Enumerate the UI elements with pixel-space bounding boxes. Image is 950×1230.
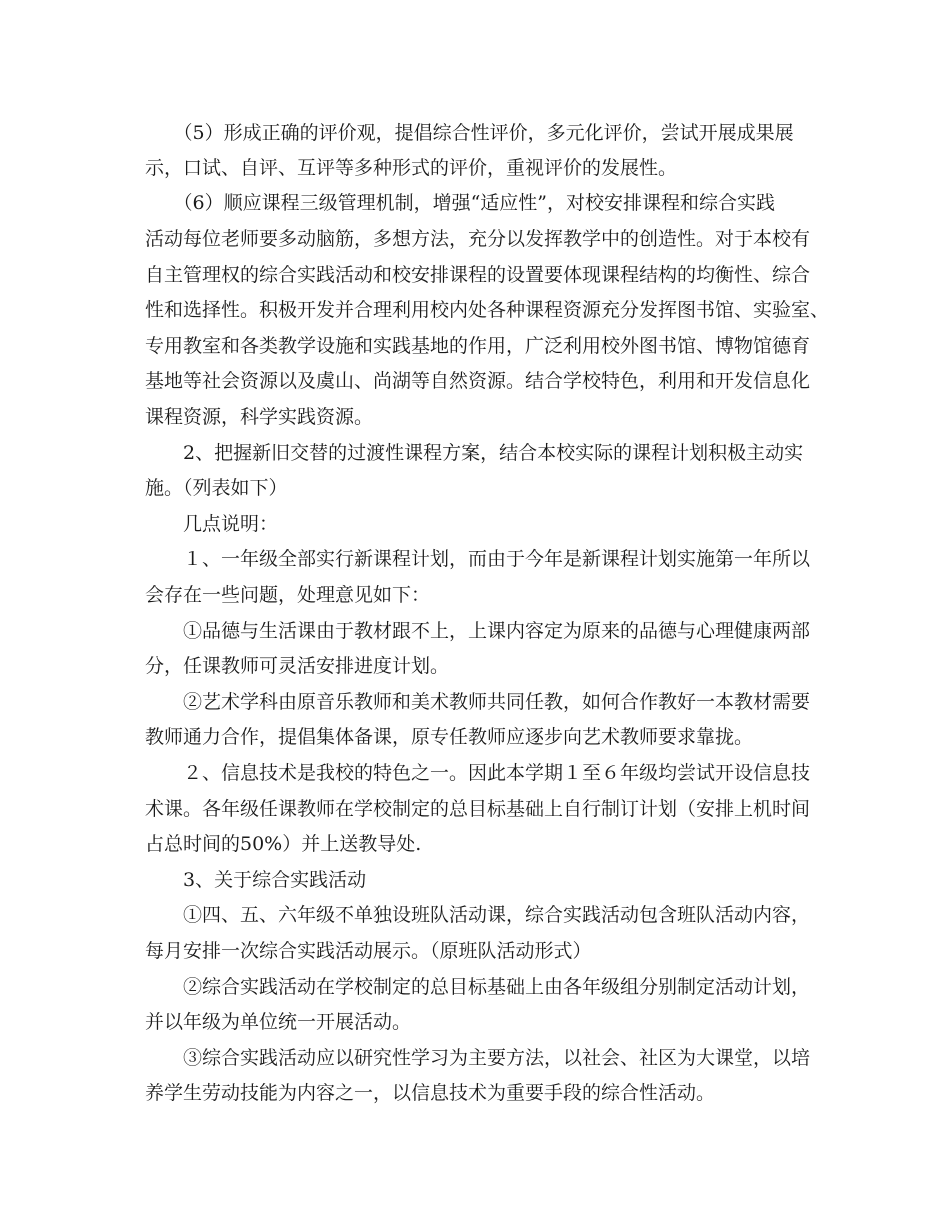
text-line: ①品德与生活课由于教材跟不上，上课内容定为原来的品德与心理健康两部 [145, 620, 811, 642]
text-line: 2、把握新旧交替的过渡性课程方案，结合本校实际的课程计划积极主动实 [145, 442, 804, 464]
text-line: ③综合实践活动应以研究性学习为主要方法，以社会、社区为大课堂，以培 [145, 1047, 811, 1069]
text-line: 占总时间的50%）并上送教导处. [145, 833, 422, 855]
text-line: 几点说明： [145, 513, 279, 535]
text-line: ２、信息技术是我校的特色之一。因此本学期１至６年级均尝试开设信息技 [145, 762, 811, 784]
text-line: 术课。各年级任课教师在学校制定的总目标基础上自行制订计划（安排上机时间 [145, 798, 811, 820]
text-line: 3、关于综合实践活动 [145, 869, 367, 891]
text-line: 会存在一些问题，处理意见如下： [145, 584, 431, 606]
text-line: 每月安排一次综合实践活动展示。（原班队活动形式） [145, 940, 592, 962]
text-line: ②综合实践活动在学校制定的总目标基础上由各年级组分别制定活动计划， [145, 976, 811, 998]
text-line: 课程资源，科学实践资源。 [145, 406, 374, 428]
text-line: 施。（列表如下） [145, 477, 288, 499]
text-line: 自主管理权的综合实践活动和校安排课程的设置要体现课程结构的均衡性、综合 [145, 264, 811, 286]
text-line: 基地等社会资源以及虞山、尚湖等自然资源。结合学校特色，利用和开发信息化 [145, 370, 811, 392]
text-line: １、一年级全部实行新课程计划，而由于今年是新课程计划实施第一年所以 [145, 548, 811, 570]
text-line: 性和选择性。积极开发并合理利用校内处各种课程资源充分发挥图书馆、实验室、 [145, 299, 830, 321]
text-line: 教师通力合作，提倡集体备课，原专任教师应逐步向艺术教师要求靠拢。 [145, 726, 754, 748]
text-line: （5）形成正确的评价观，提倡综合性评价，多元化评价，尝试开展成果展 [145, 122, 794, 144]
text-line: ①四、五、六年级不单独设班队活动课，综合实践活动包含班队活动内容， [145, 904, 811, 926]
text-line: 分，任课教师可灵活安排进度计划。 [145, 655, 450, 677]
text-line: 专用教室和各类教学设施和实践基地的作用，广泛利用校外图书馆、博物馆德育 [145, 335, 811, 357]
text-line: 并以年级为单位统一开展活动。 [145, 1011, 412, 1033]
text-line: ②艺术学科由原音乐教师和美术教师共同任教，如何合作教好一本教材需要 [145, 691, 811, 713]
text-line: 养学生劳动技能为内容之一，以信息技术为重要手段的综合性活动。 [145, 1082, 716, 1104]
text-line: 示，口试、自评、互评等多种形式的评价，重视评价的发展性。 [145, 157, 678, 179]
text-line: （6）顺应课程三级管理机制，增强“适应性”，对校安排课程和综合实践 [145, 192, 776, 214]
text-line: 活动每位老师要多动脑筋，多想方法，充分以发挥教学中的创造性。对于本校有 [145, 228, 811, 250]
